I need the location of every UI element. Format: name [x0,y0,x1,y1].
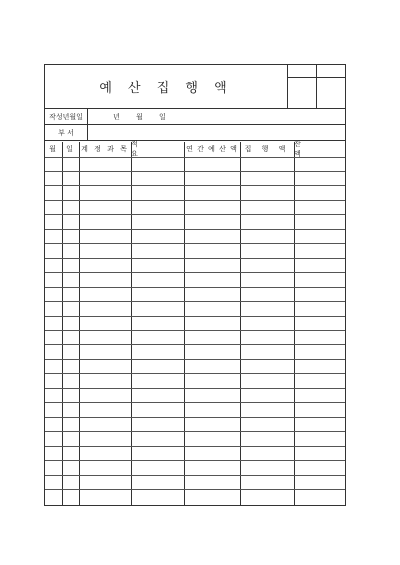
table-row-line [45,214,345,215]
table-row-line [45,388,345,389]
table-row-line [45,171,345,172]
table-row-line [45,258,345,259]
table-row-line [45,316,345,317]
col-divider [240,142,241,505]
header-annual-budget: 연 간 예 산 액 [186,145,238,153]
table-row-line [45,431,345,432]
table-row-line [45,287,345,288]
header-month: 월 [49,145,58,153]
header-description: 적 요 [131,140,166,158]
table-row-line [45,330,345,331]
table-row-line [45,344,345,345]
col-divider [79,142,80,505]
table-row-line [45,475,345,476]
table-row-line [45,460,345,461]
table-row-line [45,373,345,374]
col-divider [294,142,295,505]
budget-form [44,64,346,506]
header-account: 계 정 과 목 [81,145,129,153]
dept-label: 부 서 [45,125,88,140]
table-row-line [45,446,345,447]
title-row [45,65,345,109]
table-row-line [45,359,345,360]
table-row-line [45,243,345,244]
table-row-line [45,402,345,403]
table-row-line [45,185,345,186]
table-row-line [45,301,345,302]
date-value[interactable]: 년 월 일 [113,112,166,121]
table-row-line [45,229,345,230]
table-row-line [45,200,345,201]
col-divider [62,142,63,505]
approval-box [287,65,345,108]
col-divider [184,142,185,505]
table-row-line [45,272,345,273]
date-row [45,109,345,125]
col-divider [131,142,132,505]
date-label: 작성년월일 [45,109,88,124]
form-title: 예 산 집 행 액 [99,81,233,96]
header-balance: 잔 액 [294,140,313,158]
header-day: 일 [66,145,75,153]
header-executed: 집 행 액 [244,145,290,153]
table-row-line [45,489,345,490]
table-row-line [45,157,345,158]
ledger-grid [45,142,345,505]
table-row-line [45,417,345,418]
